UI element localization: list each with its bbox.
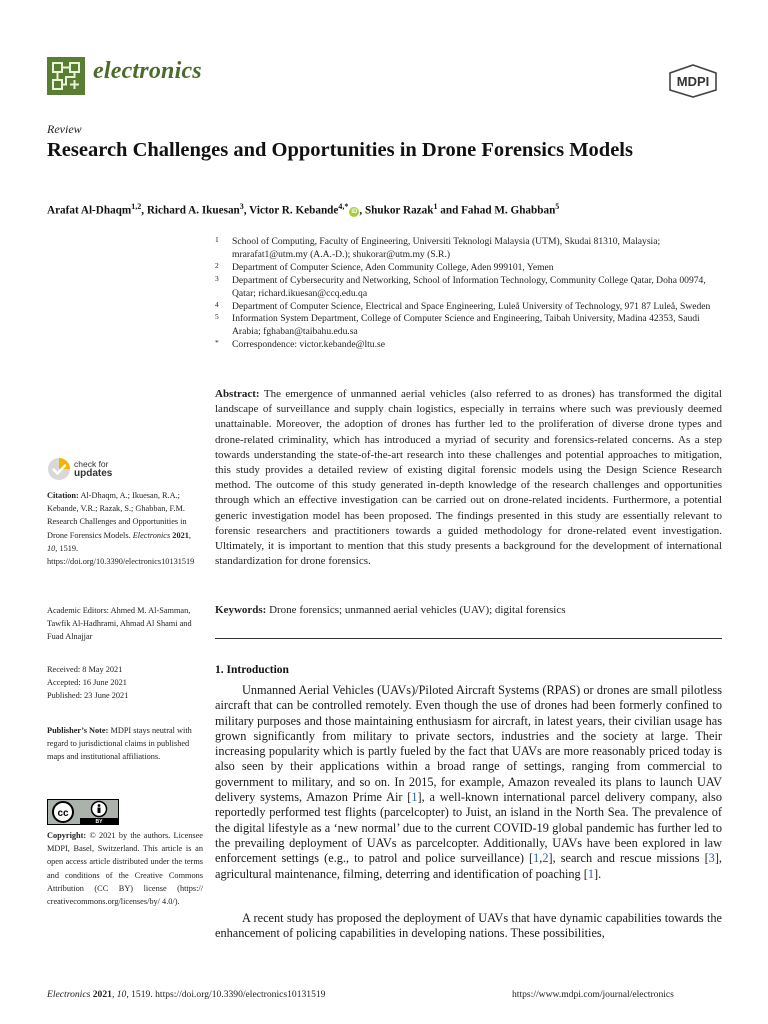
text-run: ], agricultural maintenance, filming, deterring and identification of poaching [ [215, 851, 722, 881]
copyright-text: © 2021 by the authors. Licensee MDPI, Basel, Switzerland. This article is an open access article distributed under the terms and conditions of the Creative Commons Attribution (CC BY) license (https:// creativecommons.org/licenses/by/ 4.0/). [47, 831, 203, 907]
check-updates-line2: updates [74, 468, 113, 479]
affiliation-text: Department of Computer Science, Electrical and Space Engineering, Luleå University of Technology, 971 87 Luleå, Sweden [232, 300, 711, 312]
author-name[interactable]: Fahad M. Ghabban [461, 204, 556, 217]
affiliations [215, 236, 730, 352]
citation-text: Al-Dhaqm, A.; Ikuesan, R.A.; Kebande, V.R.; Razak, S.; Ghabban, F.M. Research Challenges and Opportunities in Drone Forensics Models. [47, 491, 187, 540]
author-affiliation-mark: 1 [433, 202, 438, 211]
cc-glyph: cc [57, 808, 69, 819]
affiliation-mark: 3 [215, 273, 219, 283]
keywords [215, 604, 722, 616]
affiliation-mark: 5 [215, 312, 219, 322]
keywords-label: Keywords: [215, 604, 267, 616]
citation-link[interactable]: 1 [587, 866, 595, 881]
affiliation-item [215, 236, 730, 262]
circuit-board-icon [47, 57, 85, 95]
footer-journal: Electronics [47, 989, 91, 1000]
citation-link[interactable]: 3 [708, 851, 715, 866]
text-run: , [539, 851, 543, 866]
check-updates-line1: check for [74, 459, 109, 469]
affiliation-mark: * [215, 338, 219, 348]
article-title: Research Challenges and Opportunities in Drone Forensics Models [47, 139, 633, 161]
footer-volume: 10 [116, 989, 127, 1000]
affiliation-item [215, 301, 730, 314]
affiliation-item [215, 275, 730, 301]
copyright-notice [47, 829, 203, 908]
author-separator: and [437, 204, 462, 217]
text-run: ], search and rescue missions [ [548, 851, 709, 866]
author-name[interactable]: Victor R. Kebande [249, 204, 339, 217]
citation-doi[interactable]: , 1519. https://doi.org/10.3390/electronics10131519 [47, 543, 195, 567]
author-separator: , [359, 204, 365, 217]
abstract-text: The emergence of unmanned aerial vehicles (also referred to as drones) has transformed the digital landscape of surveillance and supply chain logistics, especially in terrains where such was previously deemed unattainable. Moreover, the adoption of drones has further led to the proliferation of diverse drone types and drone-related criminality, which has introduced a myriad of security and forensics-related concerns. As a step towards understanding the state-of-the-art research into these challenges and potential approaches to mitigation, this study provides a detailed review of existing digital forensic models using the Design Science Research method. The outcome of this study generated in-depth knowledge of the research challenges and opportunities through which an effective investigation can be carried out on drone-related incidents. Furthermore, a potential generic investigation model has been proposed. The findings presented in this study are essentially relevant to forensic researchers and practitioners towards a guided methodology for drone-related event investigation. Ultimately, it is important to mention that this study presents a background for the development of international standardization for drone forensics. [215, 388, 722, 568]
publisher-note-label: Publisher’s Note: [47, 726, 109, 735]
affiliation-text: Department of Computer Science, Aden Community College, Aden 999101, Yemen [232, 261, 554, 273]
publication-dates [47, 663, 203, 703]
affiliation-text: Information System Department, College of Computer Science and Engineering, Taibah University, Madina 42353, Saudi Arabia; fghaban@taibahu.edu.sa [232, 313, 700, 338]
intro-paragraph-1 [215, 683, 722, 882]
citation-link[interactable]: 1 [533, 851, 540, 866]
author-list [47, 202, 727, 217]
accepted-date: Accepted: 16 June 2021 [47, 678, 127, 688]
author-name[interactable]: Shukor Razak [364, 204, 434, 217]
author-affiliation-mark: 1,2 [131, 202, 142, 211]
mdpi-logo-text: MDPI [676, 74, 710, 89]
footer-journal-url[interactable]: https://www.mdpi.com/journal/electronics [512, 989, 674, 1000]
check-for-updates-button[interactable] [47, 456, 167, 482]
citation-volume: 10 [47, 543, 56, 553]
author-separator: , [141, 204, 147, 217]
affiliation-item [215, 313, 730, 339]
citation-year: 2021 [172, 530, 189, 540]
affiliation-mark: 4 [215, 299, 219, 309]
author-separator: , [243, 204, 250, 217]
author-affiliation-mark: 4,* [338, 202, 349, 211]
affiliation-text: School of Computing, Faculty of Engineering, Universiti Teknologi Malaysia (UTM), Skudai 81310, Malaysia; mrarafat1@utm.my (A.A.-D.); shukorar@utm.my (S.R.) [232, 236, 661, 260]
cc-by-license-icon[interactable] [47, 799, 119, 825]
check-updates-icon [47, 457, 71, 481]
citation-journal: Electronics [132, 530, 171, 540]
copyright-label: Copyright: [47, 831, 87, 840]
article-type: Review [47, 122, 82, 136]
affiliation-mark: 1 [215, 235, 219, 244]
divider [215, 638, 722, 639]
citation-link[interactable]: 1 [411, 790, 418, 805]
publisher-note-text: MDPI stays neutral with regard to jurisdictional claims in published maps and institutional affiliations. [47, 726, 192, 762]
citation-block: Citation: Al-Dhaqm, A.; Ikuesan, R.A.; Kebande, V.R.; Razak, S.; Ghabban, F.M. Research Challenges and Opportunities in Drone Forensics Models. Electronics 2021, 10, 1519. https://doi.org/10.3390/electronics10131519 [47, 491, 195, 567]
section-heading: 1. Introduction [215, 664, 289, 676]
intro-paragraph-2: A recent study has proposed the deployment of UAVs that have dynamic capabilities towards the enhancement of policing capabilities in developing nations. These possibilities, [215, 911, 722, 941]
affiliation-item [215, 262, 730, 275]
text-run: ], a well-known international parcel delivery company, also reportedly performed test flights (parcelcopter) to Juist, an island in the North Sea. The prevalence of the digital lifestyle as a ‘new normal’ due to the current COVID-19 global pandemic has further led to the prevailing deployment of UAVs as parcelcopter. Additionally, UAVs have been explored in law enforcement settings (e.g., to patrol and police surveillance) [ [215, 790, 722, 866]
academic-editors: Academic Editors: Ahmed M. Al-Samman, Tawfik Al-Hadhrami, Ahmad Al Shami and Fuad Alnajjar [47, 606, 192, 642]
orcid-icon[interactable]: iD [351, 208, 358, 215]
abstract [215, 387, 722, 569]
by-glyph: BY [95, 819, 103, 825]
author-affiliation-mark: 5 [555, 202, 560, 211]
keywords-text: Drone forensics; unmanned aerial vehicles (UAV); digital forensics [269, 604, 566, 616]
published-date: Published: 23 June 2021 [47, 691, 129, 701]
author-affiliation-mark: 3 [239, 202, 244, 211]
affiliation-text: Department of Cybersecurity and Networking, School of Information Technology, Community College Qatar, Doha 00974, Qatar; richard.ikuesan@ccq.edu.qa [232, 274, 706, 299]
author-name[interactable]: Arafat Al-Dhaqm [47, 204, 132, 217]
text-run: ]. [594, 866, 602, 881]
affiliation-mark: 2 [215, 260, 219, 270]
citation-label: Citation: [47, 491, 79, 500]
mdpi-logo[interactable] [668, 64, 718, 98]
affiliation-item [215, 339, 730, 352]
citation-link[interactable]: 2 [542, 851, 549, 866]
text-run: Unmanned Aerial Vehicles (UAVs)/Piloted Aircraft Systems (RPAS) or drones are small pilotless aircraft that can be controlled remotely. Even though the use of drones had been formerly confined to military purposes and those maintaining enthusiasm for aircraft, in latest years, their civilian usage has grown significantly from military to private sectors, industries and the society at large. Their increasing popularity which is partly fueled by the fact that UAVs are more reasonably priced today is also seen by their applications within a broad range of settings, ranging from commercial to government to military, and so on. In 2015, for example, Amazon revealed its plans to launch UAV delivery systems, Amazon Prime Air [ [215, 683, 722, 805]
footer-doi[interactable]: , 1519. https://doi.org/10.3390/electronics10131519 [126, 989, 326, 1000]
footer-year: 2021 [92, 989, 112, 1000]
received-date: Received: 8 May 2021 [47, 665, 123, 674]
publisher-note [47, 724, 203, 764]
footer-citation: Electronics 2021, 10, 1519. https://doi.org/10.3390/electronics10131519 [47, 989, 326, 1000]
abstract-label: Abstract: [215, 388, 260, 400]
author-name[interactable]: Richard A. Ikuesan [146, 204, 240, 217]
journal-name: electronics [93, 58, 202, 84]
affiliation-text: Correspondence: victor.kebande@ltu.se [232, 339, 385, 351]
